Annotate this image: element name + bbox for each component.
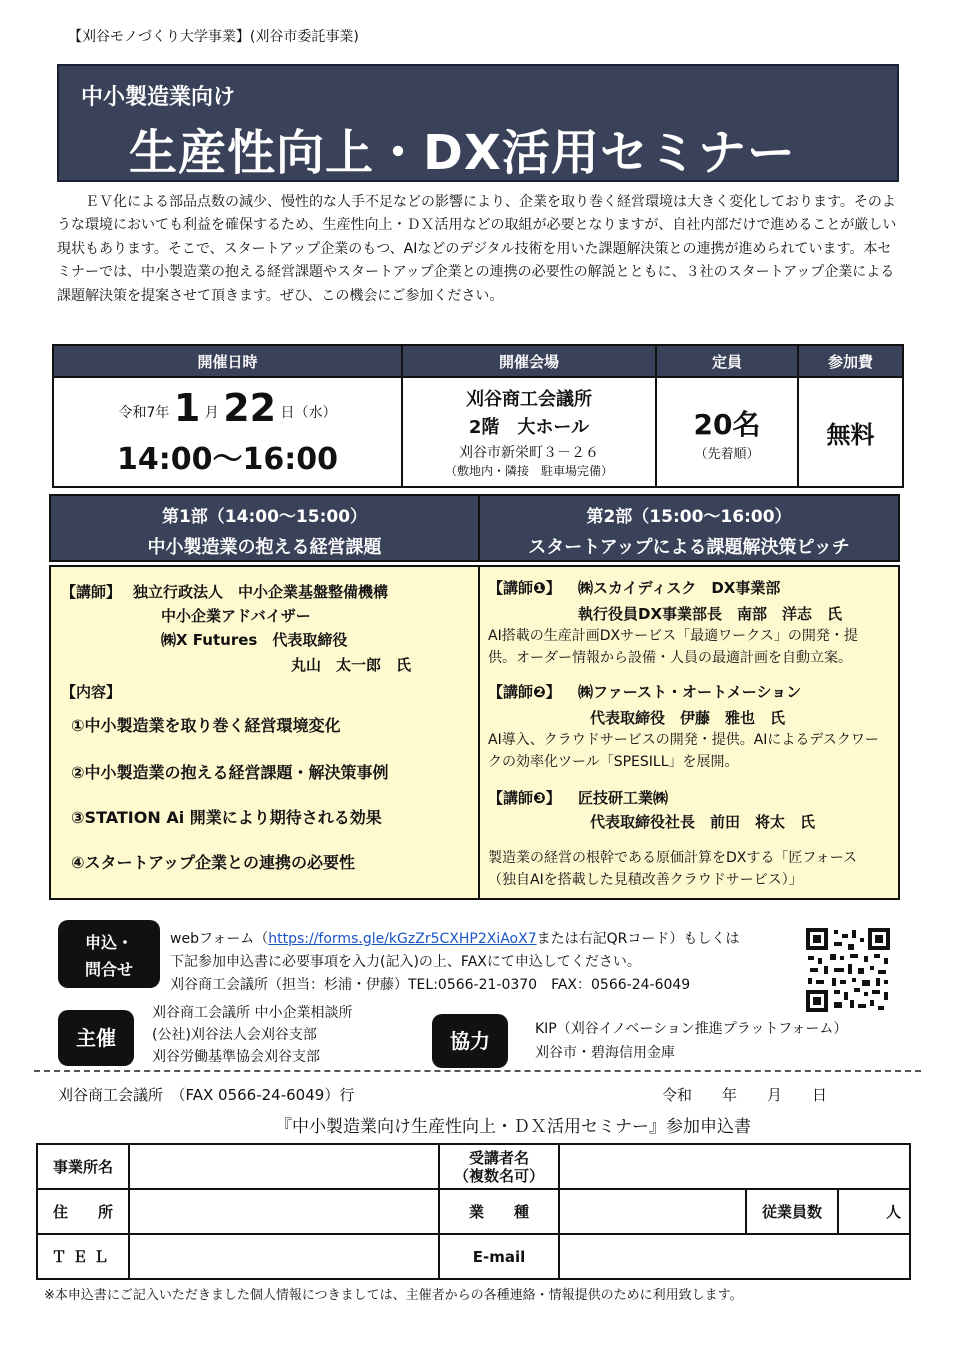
- form-recipient: 刈谷商工会議所 （FAX 0566-24-6049）行: [58, 1086, 355, 1104]
- speaker1-company: ㈱スカイディスク DX事業部: [578, 579, 781, 597]
- part2-panel: [478, 565, 900, 900]
- header-venue: 開催会場: [402, 345, 656, 377]
- venue-cell: [402, 377, 656, 487]
- attendee-label: 受講者名 （複数名可）: [439, 1144, 559, 1189]
- content-item: ②中小製造業の抱える経営課題・解決策事例: [71, 763, 389, 782]
- speaker3-company: 匠技研工業㈱: [578, 789, 669, 807]
- email-label: E-mail: [439, 1234, 559, 1279]
- capacity-cell: [656, 377, 798, 487]
- header-capacity: 定員: [656, 345, 798, 377]
- fee-cell: [798, 377, 903, 487]
- speaker2-company: ㈱ファースト・オートメーション: [578, 683, 802, 701]
- banner-title: 生産性向上・DX活用セミナー: [129, 125, 796, 181]
- venue-note: （敷地内・隣接 駐車場完備）: [444, 463, 613, 478]
- organizer-badge: 主催: [58, 1010, 134, 1066]
- speaker1-desc: AI搭載の生産計画DXサービス「最適ワークス」の開発・提: [488, 628, 858, 644]
- content-item: ④スタートアップ企業との連携の必要性: [71, 853, 355, 872]
- speaker1-label: 【講師❶】: [488, 579, 561, 597]
- address-field[interactable]: [129, 1189, 439, 1234]
- speaker2-label: 【講師❷】: [488, 683, 561, 701]
- speaker2-desc: AI導入、クラウドサービスの開発・提供。AIによるデスクワー: [488, 732, 879, 748]
- form-date: 令和 年 月 日: [662, 1086, 828, 1104]
- intro-paragraph: ＥＶ化による部品点数の減少、慢性的な人手不足などの影響により、企業を取り巻く経営環境は大きく変化しております。そのような環境においても利益を確保するため、生産性向上・ＤＸ活用などの取組が必要となりますが、自社内部だけで進めることが厳しい現状もあります。そこで、スタートアップ企業のもつ、AIなどのデジタル技術を用いた課題解決策との連携が進められています。本セミナーでは、中小製造業の抱える経営課題やスタートアップ企業との連携の必要性の解説とともに、３社のスタートアップ企業による課題解決策を提案させて頂きます。ぜひ、この機会にご参加ください。: [57, 194, 897, 304]
- part1-title: 中小製造業の抱える経営課題: [147, 537, 382, 558]
- industry-label: 業 種: [439, 1189, 559, 1234]
- email-field[interactable]: [559, 1234, 910, 1279]
- lecturer-role: 中小企業アドバイザー: [161, 607, 311, 625]
- industry-field[interactable]: [559, 1189, 746, 1234]
- employees-label: 従業員数: [746, 1189, 838, 1234]
- attendee-field[interactable]: [559, 1144, 910, 1189]
- speaker3-label: 【講師❸】: [488, 789, 561, 807]
- fee-value: 無料: [826, 420, 875, 449]
- tel-field[interactable]: [129, 1234, 439, 1279]
- event-time: 14:00～16:00: [117, 442, 338, 477]
- lecturer-name: 丸山 太一郎 氏: [291, 656, 412, 674]
- part2-header: [478, 494, 900, 562]
- part1-header: [49, 494, 480, 562]
- speaker3-desc: 製造業の経営の根幹である原価計算をDXする「匠フォース: [488, 850, 857, 866]
- part2-title: スタートアップによる課題解決策ピッチ: [528, 537, 850, 558]
- cooperation-item: 刈谷市・碧海信用金庫: [535, 1045, 675, 1061]
- banner-subtitle: 中小製造業向け: [81, 85, 236, 110]
- capacity-note: （先着順）: [694, 446, 760, 462]
- apply-line2: 下記参加申込書に必要事項を入力(記入)の上、FAXにて申込してください。: [170, 954, 641, 970]
- part1-time: 第1部（14:00～15:00）: [161, 507, 368, 527]
- venue-room: 2階 大ホール: [468, 416, 590, 438]
- speaker2-desc: クの効率化ツール「SPESILL」を展開。: [488, 754, 739, 770]
- address-label: 住 所: [37, 1189, 129, 1234]
- venue-name: 刈谷商工会議所: [466, 388, 592, 410]
- form-title: 『中小製造業向け生産性向上・ＤＸ活用セミナー』参加申込書: [275, 1117, 751, 1137]
- event-info-table: [52, 344, 904, 488]
- speaker1-name: 執行役員DX事業部長 南部 洋志 氏: [578, 605, 843, 623]
- office-label: 事業所名: [37, 1144, 129, 1189]
- organizer-item: (公社)刈谷法人会刈谷支部: [152, 1027, 317, 1043]
- event-date: 令和7年 1 月 22 日（水）: [118, 386, 337, 430]
- content-item: ③STATION Ai 開業により期待される効果: [71, 808, 382, 827]
- privacy-note: ※本申込書にご記入いただきました個人情報につきましては、主催者からの各種連絡・情報提供のために利用致します。: [44, 1288, 743, 1303]
- part2-time: 第2部（15:00～16:00）: [586, 507, 792, 527]
- organizer-item: 刈谷商工会議所 中小企業相談所: [152, 1005, 353, 1021]
- cut-line: [34, 1070, 921, 1072]
- cooperation-badge: 協力: [432, 1014, 508, 1068]
- office-field[interactable]: [129, 1144, 439, 1189]
- lecturer-label: 【講師】: [61, 583, 122, 601]
- content-label: 【内容】: [61, 683, 122, 701]
- application-form: [36, 1143, 911, 1280]
- capacity-value: 20名: [693, 407, 761, 441]
- venue-address: 刈谷市新栄町３－２６: [459, 444, 599, 461]
- datetime-cell: [53, 377, 402, 487]
- employees-field[interactable]: 人: [838, 1189, 910, 1234]
- content-item: ①中小製造業を取り巻く経営環境変化: [71, 716, 341, 735]
- apply-line1: webフォーム（https://forms.gle/kGzZr5CXHP2XiAoX7または右記QRコード）もしくは: [170, 931, 740, 947]
- qr-code[interactable]: [806, 928, 890, 1012]
- organizer-item: 刈谷労働基準協会刈谷支部: [152, 1049, 320, 1065]
- title-banner: [57, 64, 899, 182]
- apply-contact: 刈谷商工会議所（担当：杉浦・伊藤）TEL:0566-21-0370 FAX：0566-24-6049: [170, 977, 691, 993]
- apply-badge: 申込・ 問合せ: [58, 920, 160, 988]
- form-link[interactable]: https://forms.gle/kGzZr5CXHP2XiAoX7: [268, 931, 537, 947]
- speaker3-desc: （独自AIを搭載した見積改善クラウドサービス）」: [488, 872, 803, 888]
- part1-panel: [49, 565, 480, 900]
- header-datetime: 開催日時: [53, 345, 402, 377]
- speaker2-name: 代表取締役 伊藤 雅也 氏: [590, 709, 786, 727]
- program-tag: 【刈谷モノづくり大学事業】(刈谷市委託事業): [68, 29, 359, 45]
- header-fee: 参加費: [798, 345, 903, 377]
- speaker3-name: 代表取締役社長 前田 将太 氏: [590, 813, 816, 831]
- cooperation-item: KIP（刈谷イノベーション推進プラットフォーム）: [535, 1021, 848, 1037]
- lecturer-company: ㈱X Futures 代表取締役: [161, 631, 348, 649]
- tel-label: ＴＥＬ: [37, 1234, 129, 1279]
- lecturer-org: 独立行政法人 中小企業基盤整備機構: [133, 583, 389, 601]
- speaker1-desc: 供。オーダー情報から設備・人員の最適計画を自動立案。: [488, 650, 852, 666]
